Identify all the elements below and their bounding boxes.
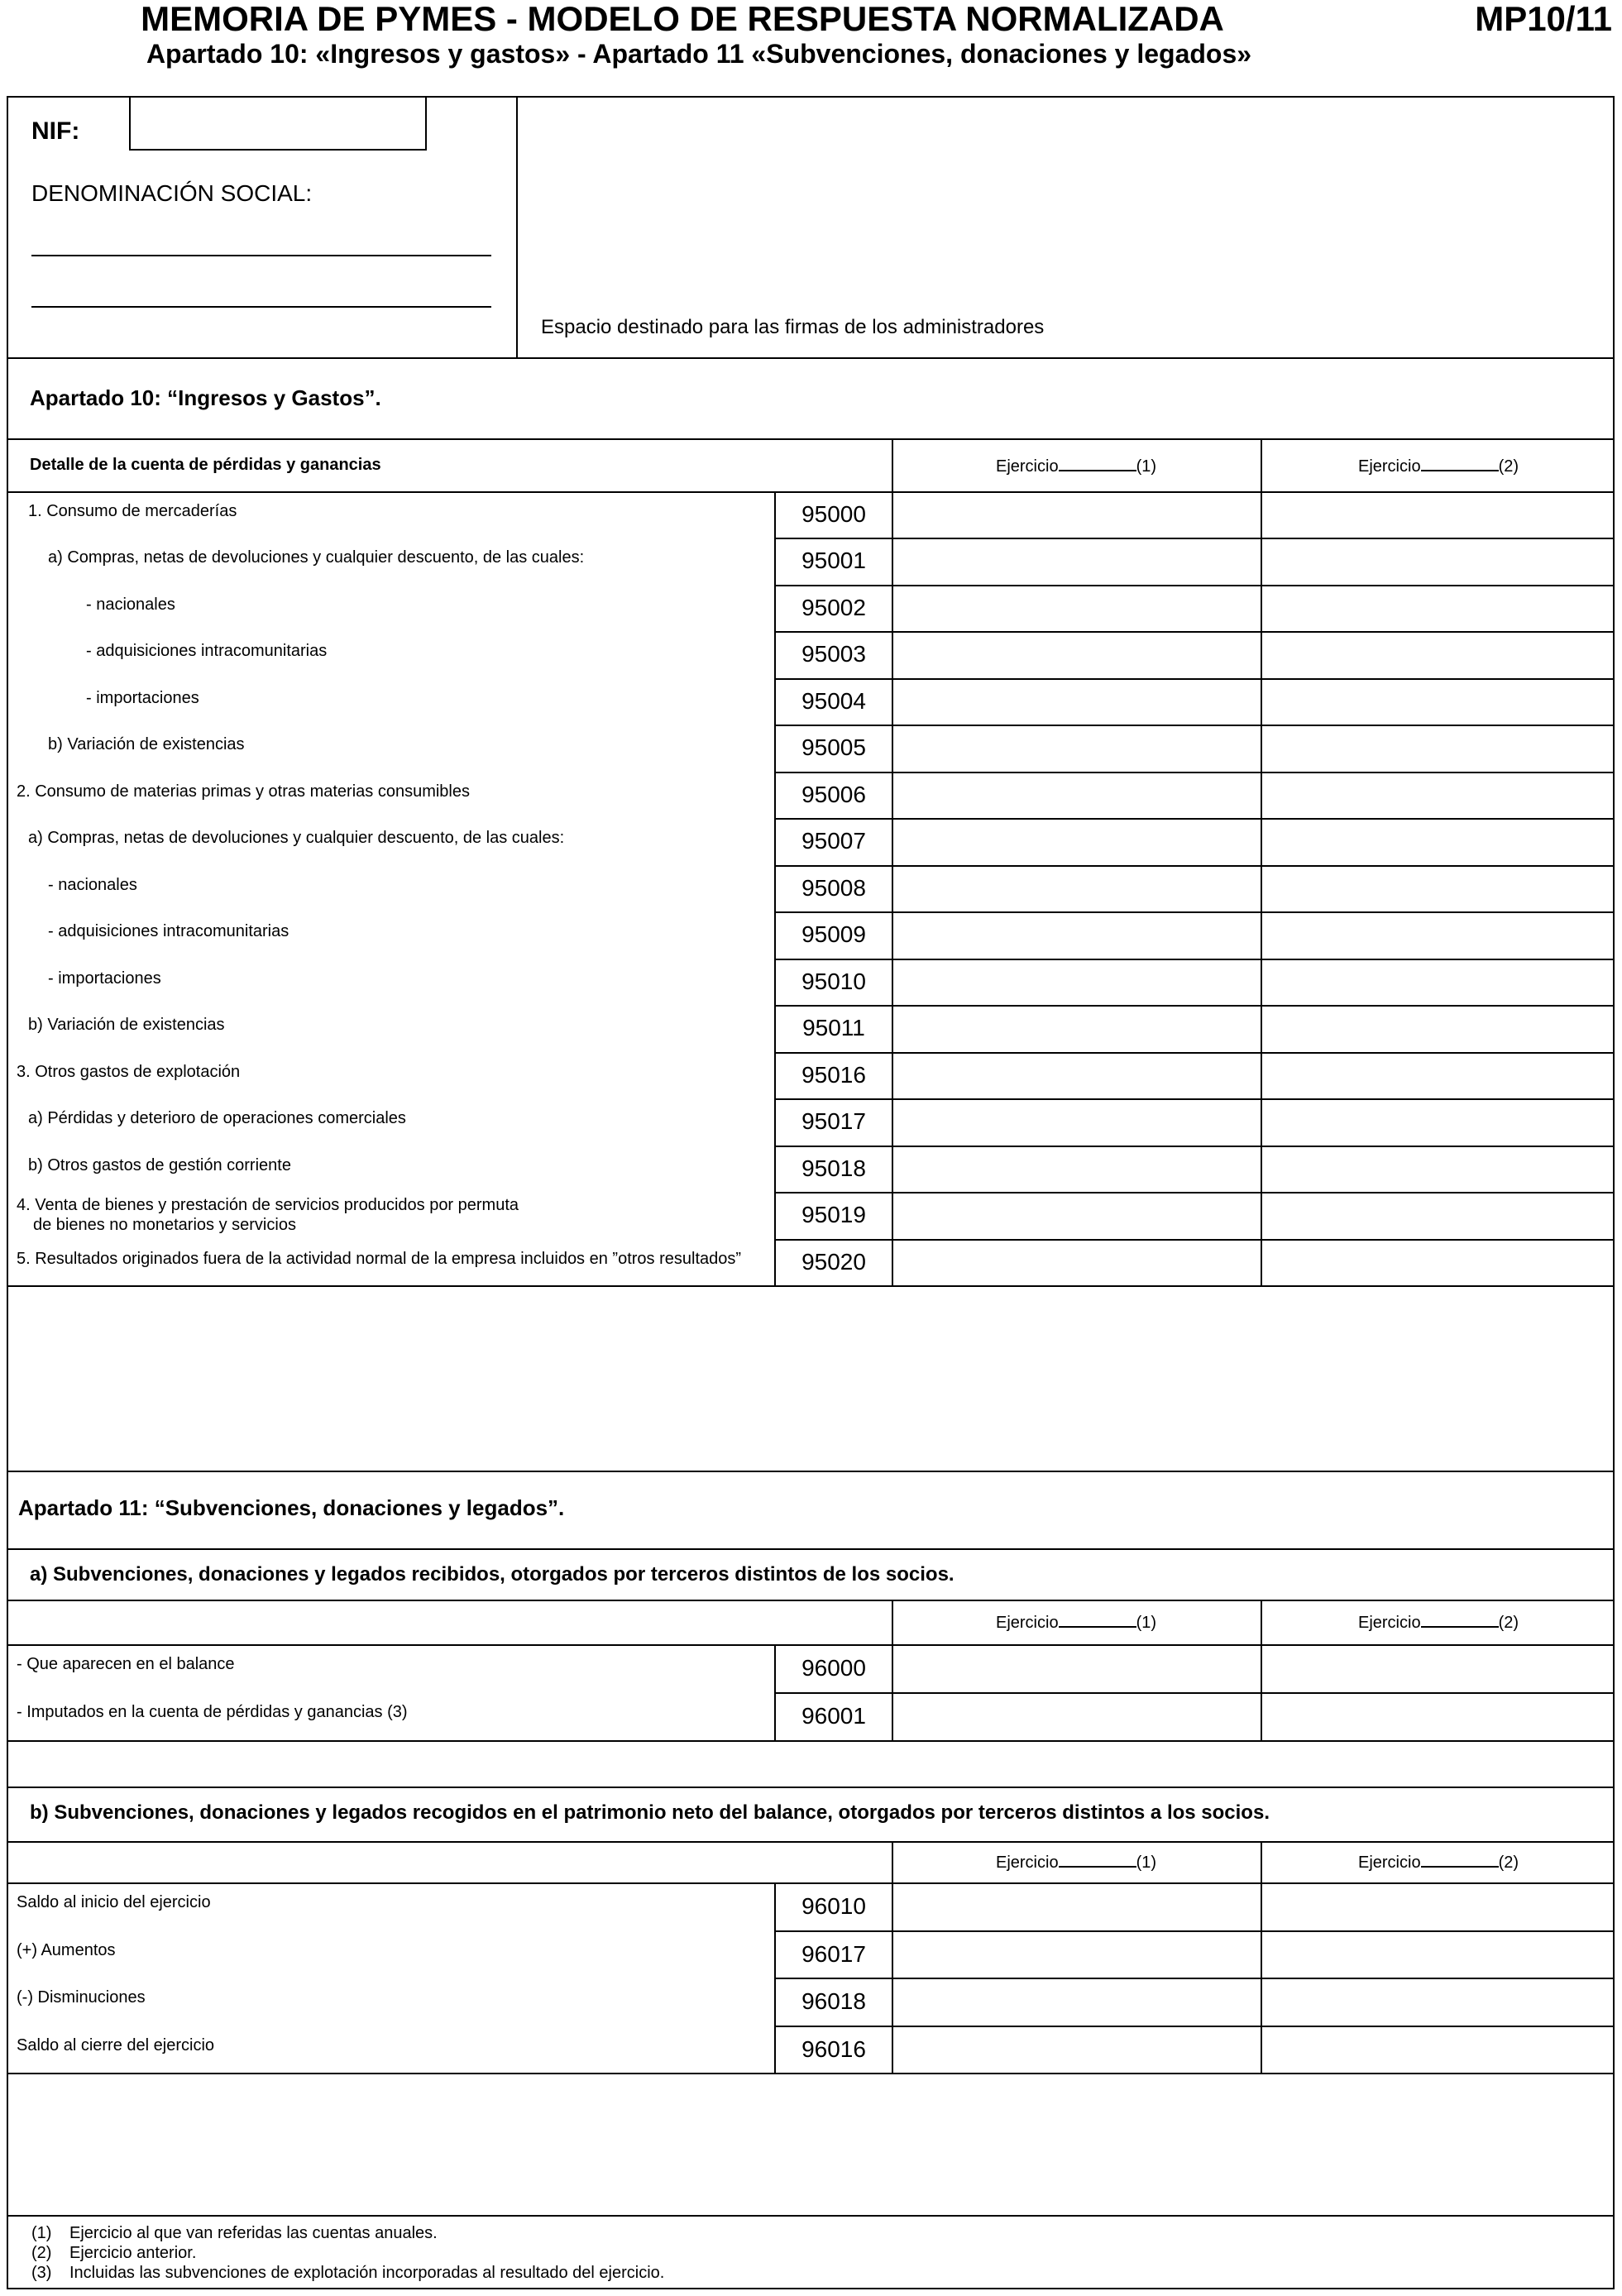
footnote-text: Ejercicio al que van referidas las cuentas anuales.	[69, 2224, 438, 2242]
denominacion-line-1[interactable]	[31, 255, 491, 256]
divider	[7, 1787, 1615, 1788]
value-cell-current-year[interactable]	[893, 913, 1261, 956]
row-divider	[774, 2026, 1615, 2027]
divider	[7, 1740, 1615, 1742]
table-row-label: - Imputados en la cuenta de pérdidas y ganancias (3)	[17, 1703, 408, 1721]
ejercicio-year-field[interactable]	[1059, 1851, 1136, 1868]
value-cell-previous-year[interactable]	[1262, 867, 1613, 910]
table-row-label: a) Compras, netas de devoluciones y cualquier descuento, de las cuales:	[28, 829, 565, 848]
table-row-label: - Que aparecen en el balance	[17, 1655, 235, 1673]
ejercicio-label: Ejercicio	[1357, 1854, 1421, 1872]
value-cell-previous-year[interactable]	[1262, 1007, 1613, 1050]
table-row-label: 1. Consumo de mercaderías	[28, 502, 237, 520]
row-divider	[774, 772, 1615, 773]
divider	[7, 2215, 1615, 2217]
value-cell-previous-year[interactable]	[1262, 820, 1613, 863]
value-cell-previous-year[interactable]	[1262, 1979, 1613, 2024]
value-cell-previous-year[interactable]	[1262, 493, 1613, 536]
table-row-label: Saldo al inicio del ejercicio	[17, 1893, 211, 1911]
firmas-label: Espacio destinado para las firmas de los administradores	[541, 316, 1045, 338]
denominacion-line-2[interactable]	[31, 306, 491, 308]
footnote-number: (2)	[31, 2244, 52, 2262]
value-cell-previous-year[interactable]	[1262, 913, 1613, 956]
table-row-code: 95019	[801, 1202, 866, 1228]
document-subtitle: Apartado 10: «Ingresos y gastos» - Apartado 11 «Subvenciones, donaciones y legados»	[146, 39, 1252, 69]
value-cell-current-year[interactable]	[893, 1694, 1261, 1739]
section10-col2-header	[1262, 455, 1615, 476]
row-divider	[774, 1098, 1615, 1100]
nif-input[interactable]	[129, 96, 427, 151]
value-cell-current-year[interactable]	[893, 726, 1261, 769]
denominacion-label: DENOMINACIÓN SOCIAL:	[31, 180, 313, 206]
row-divider	[774, 631, 1615, 633]
table-row-label: 5. Resultados originados fuera de la actividad normal de la empresa incluidos en ”otros resultados”	[17, 1249, 742, 1268]
ejercicio-label: Ejercicio	[1357, 457, 1421, 476]
divider	[7, 1841, 1615, 1843]
col2-note: (2)	[1498, 1854, 1519, 1872]
table-row-code: 95020	[801, 1248, 866, 1275]
section11a-col1-header	[892, 1611, 1261, 1633]
value-cell-previous-year[interactable]	[1262, 680, 1613, 723]
divider	[7, 2073, 1615, 2074]
row-divider	[774, 1239, 1615, 1241]
value-cell-current-year[interactable]	[893, 820, 1261, 863]
value-cell-current-year[interactable]	[893, 1646, 1261, 1691]
table-row-label: - adquisiciones intracomunitarias	[48, 922, 289, 941]
row-divider	[774, 1930, 1615, 1932]
table-row-label: 2. Consumo de materias primas y otras materias consumibles	[17, 782, 470, 801]
table-row-code: 95010	[801, 968, 866, 994]
table-row-code: 95000	[801, 501, 866, 527]
section11-title: Apartado 11: “Subvenciones, donaciones y legados”.	[18, 1495, 565, 1520]
row-divider	[774, 1005, 1615, 1007]
divider	[7, 438, 1615, 440]
value-cell-current-year[interactable]	[893, 1241, 1261, 1284]
table-row-code: 95018	[801, 1155, 866, 1181]
row-divider	[774, 1192, 1615, 1193]
nif-label: NIF:	[31, 117, 80, 145]
footnote-number: (3)	[31, 2264, 52, 2282]
value-cell-current-year[interactable]	[893, 1884, 1261, 1929]
table-row-code: 95003	[801, 641, 866, 667]
value-cell-previous-year[interactable]	[1262, 1241, 1613, 1284]
value-cell-current-year[interactable]	[893, 1147, 1261, 1190]
ejercicio-label: Ejercicio	[995, 1614, 1059, 1632]
table-row-code: 95002	[801, 594, 866, 620]
value-cell-previous-year[interactable]	[1262, 726, 1613, 769]
divider	[7, 1600, 1615, 1601]
table-row-code: 95017	[801, 1108, 866, 1135]
table-row-code: 95005	[801, 734, 866, 761]
value-cell-current-year[interactable]	[893, 680, 1261, 723]
row-divider	[774, 818, 1615, 820]
value-cell-previous-year[interactable]	[1262, 1932, 1613, 1977]
table-row-code: 96000	[801, 1655, 866, 1681]
divider	[7, 357, 1615, 359]
row-divider	[774, 1692, 1615, 1694]
value-cell-previous-year[interactable]	[1262, 2027, 1613, 2072]
divider	[7, 1471, 1615, 1472]
table-row-label: - importaciones	[86, 688, 199, 707]
row-divider	[774, 1146, 1615, 1147]
value-cell-previous-year[interactable]	[1262, 586, 1613, 629]
value-cell-previous-year[interactable]	[1262, 1694, 1613, 1739]
value-cell-previous-year[interactable]	[1262, 1884, 1613, 1929]
table-row-code: 95006	[801, 781, 866, 807]
table-row-label: - adquisiciones intracomunitarias	[86, 642, 328, 661]
ejercicio-year-field[interactable]	[1421, 1851, 1499, 1868]
section11a-col2-header	[1262, 1611, 1615, 1633]
row-divider	[774, 678, 1615, 680]
value-cell-current-year[interactable]	[893, 539, 1261, 582]
section11b-col2-header	[1262, 1851, 1615, 1873]
value-cell-current-year[interactable]	[893, 1007, 1261, 1050]
table-row-label: - nacionales	[86, 595, 175, 614]
value-cell-current-year[interactable]	[893, 1054, 1261, 1097]
table-row-label: (+) Aumentos	[17, 1940, 116, 1959]
table-row-code: 95001	[801, 548, 866, 574]
table-row-label: (-) Disminuciones	[17, 1988, 146, 2007]
table-row-code: 95008	[801, 874, 866, 901]
table-row-code: 96010	[801, 1893, 866, 1919]
table-row-code: 96016	[801, 2035, 866, 2062]
row-divider	[774, 1052, 1615, 1054]
value-cell-previous-year[interactable]	[1262, 1054, 1613, 1097]
ejercicio-label: Ejercicio	[995, 1854, 1059, 1872]
document-title: MEMORIA DE PYMES - MODELO DE RESPUESTA NORMALIZADA	[141, 0, 1224, 38]
table-row-label: a) Pérdidas y deterioro de operaciones comerciales	[28, 1109, 406, 1128]
table-row-label: b) Variación de existencias	[48, 735, 245, 754]
row-divider	[774, 865, 1615, 867]
table-row-code: 96001	[801, 1703, 866, 1729]
ejercicio-label: Ejercicio	[1357, 1614, 1421, 1632]
table-row-label: b) Otros gastos de gestión corriente	[28, 1155, 291, 1174]
value-cell-previous-year[interactable]	[1262, 773, 1613, 816]
table-row-label: 3. Otros gastos de explotación	[17, 1062, 241, 1081]
ejercicio-year-field[interactable]	[1421, 455, 1499, 471]
value-cell-previous-year[interactable]	[1262, 1646, 1613, 1691]
value-cell-current-year[interactable]	[893, 633, 1261, 676]
form-code: MP10/11	[1475, 0, 1612, 38]
section11b-col1-header	[892, 1851, 1261, 1873]
table-row-label: - nacionales	[48, 875, 137, 894]
col1-note: (1)	[1136, 457, 1157, 476]
section11-a-title: a) Subvenciones, donaciones y legados recibidos, otorgados por terceros distintos de los socios.	[30, 1563, 955, 1586]
section10-col1-header	[892, 455, 1261, 476]
ejercicio-year-field[interactable]	[1421, 1611, 1499, 1628]
col2-note: (2)	[1498, 1614, 1519, 1632]
divider	[7, 1548, 1615, 1550]
value-cell-previous-year[interactable]	[1262, 633, 1613, 676]
value-cell-previous-year[interactable]	[1262, 539, 1613, 582]
table-row-label: Saldo al cierre del ejercicio	[17, 2035, 215, 2054]
value-cell-current-year[interactable]	[893, 1932, 1261, 1977]
value-cell-current-year[interactable]	[893, 2027, 1261, 2072]
row-divider	[774, 911, 1615, 913]
table-row-code: 96017	[801, 1940, 866, 1967]
value-cell-current-year[interactable]	[893, 867, 1261, 910]
ejercicio-year-field[interactable]	[1059, 1611, 1136, 1628]
section10-table-header: Detalle de la cuenta de pérdidas y ganancias	[30, 456, 381, 474]
footnote-text: Ejercicio anterior.	[69, 2244, 197, 2262]
table-row-label: - importaciones	[48, 969, 161, 988]
value-cell-previous-year[interactable]	[1262, 960, 1613, 1003]
ejercicio-year-field[interactable]	[1059, 455, 1136, 471]
value-cell-previous-year[interactable]	[1262, 1147, 1613, 1190]
value-cell-previous-year[interactable]	[1262, 1193, 1613, 1236]
ejercicio-label: Ejercicio	[995, 457, 1059, 476]
value-cell-current-year[interactable]	[893, 960, 1261, 1003]
value-cell-current-year[interactable]	[893, 773, 1261, 816]
value-cell-previous-year[interactable]	[1262, 1100, 1613, 1143]
value-cell-current-year[interactable]	[893, 1193, 1261, 1236]
value-cell-current-year[interactable]	[893, 1100, 1261, 1143]
row-divider	[774, 725, 1615, 726]
table-row-code: 95004	[801, 687, 866, 714]
row-divider	[774, 1978, 1615, 1979]
table-row-label: b) Variación de existencias	[28, 1016, 225, 1035]
id-divider	[516, 96, 518, 357]
table-row-label-continued: de bienes no monetarios y servicios	[33, 1216, 296, 1235]
table-row-label: a) Compras, netas de devoluciones y cualquier descuento, de las cuales:	[48, 548, 585, 567]
value-cell-current-year[interactable]	[893, 493, 1261, 536]
row-divider	[774, 585, 1615, 586]
table-row-code: 95009	[801, 921, 866, 948]
table-row-label: 4. Venta de bienes y prestación de servicios producidos por permuta	[17, 1196, 519, 1215]
value-cell-current-year[interactable]	[893, 1979, 1261, 2024]
divider	[7, 1285, 1615, 1287]
row-divider	[774, 959, 1615, 960]
table-row-code: 96018	[801, 1988, 866, 2014]
col1-note: (1)	[1136, 1614, 1157, 1632]
value-cell-current-year[interactable]	[893, 586, 1261, 629]
table-row-code: 95016	[801, 1061, 866, 1088]
footnote-text: Incluidas las subvenciones de explotación incorporadas al resultado del ejercicio.	[69, 2264, 665, 2282]
row-divider	[774, 538, 1615, 539]
section10-title: Apartado 10: “Ingresos y Gastos”.	[30, 385, 381, 410]
section11-b-title: b) Subvenciones, donaciones y legados recogidos en el patrimonio neto del balance, otorgados por terceros distintos a los socios.	[30, 1801, 1270, 1824]
footnote-number: (1)	[31, 2224, 52, 2242]
table-row-code: 95011	[802, 1015, 865, 1041]
col1-note: (1)	[1136, 1854, 1157, 1872]
table-row-code: 95007	[801, 828, 866, 854]
col2-note: (2)	[1498, 457, 1519, 476]
